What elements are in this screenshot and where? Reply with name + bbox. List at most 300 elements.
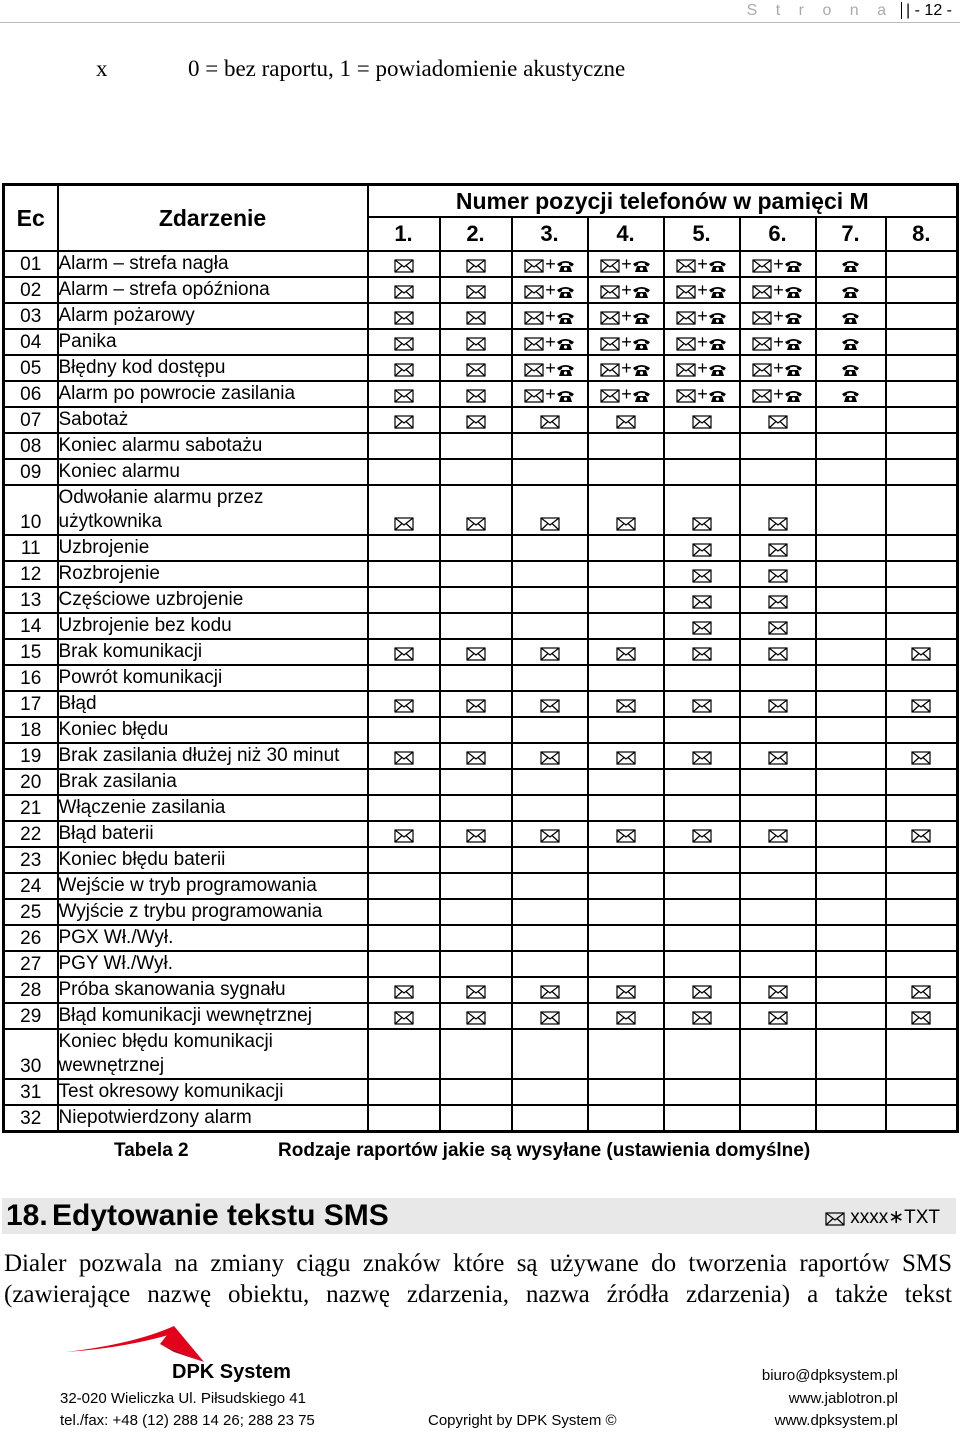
telephone-icon <box>841 311 860 325</box>
report-cell <box>740 433 816 459</box>
telephone-icon <box>556 259 575 273</box>
report-cell <box>740 459 816 485</box>
report-cell <box>664 561 740 587</box>
envelope-icon <box>600 363 620 377</box>
envelope-icon <box>911 1011 931 1025</box>
envelope-icon <box>825 1212 845 1226</box>
report-cell <box>740 847 816 873</box>
report-cell <box>512 329 588 355</box>
telephone-icon <box>556 337 575 351</box>
envelope-icon <box>524 389 544 403</box>
envelope-icon <box>768 829 788 843</box>
table-row <box>4 587 958 613</box>
envelope-icon <box>540 517 560 531</box>
envelope-icon <box>540 829 560 843</box>
report-cell <box>816 561 886 587</box>
envelope-icon <box>616 985 636 999</box>
plus-sign: + <box>697 358 708 378</box>
envelope-icon <box>524 311 544 325</box>
envelope-icon <box>466 363 486 377</box>
report-cell <box>886 561 958 587</box>
plus-sign: + <box>545 306 556 326</box>
report-cell <box>368 665 440 691</box>
telephone-icon <box>632 311 651 325</box>
report-cell <box>512 1079 588 1105</box>
report-cell <box>664 277 740 303</box>
telephone-icon <box>708 285 727 299</box>
report-cell <box>440 1029 512 1079</box>
report-cell <box>664 821 740 847</box>
envelope-icon <box>911 985 931 999</box>
report-cell <box>664 1003 740 1029</box>
report-cell <box>368 1029 440 1079</box>
report-cell <box>816 1029 886 1079</box>
envelope-icon <box>676 285 696 299</box>
report-cell <box>740 769 816 795</box>
plus-sign: + <box>697 332 708 352</box>
event-name: Test okresowy komunikacji <box>58 1079 368 1105</box>
plus-sign: + <box>697 254 708 274</box>
envelope-icon <box>540 985 560 999</box>
report-cell <box>512 769 588 795</box>
report-cell <box>740 535 816 561</box>
envelope-icon <box>600 337 620 351</box>
legend-key: x <box>96 56 108 81</box>
report-cell <box>886 277 958 303</box>
envelope-icon <box>394 751 414 765</box>
event-code: 07 <box>4 407 58 433</box>
envelope-icon <box>768 699 788 713</box>
event-name: Alarm – strefa nagła <box>58 251 368 277</box>
table-row <box>4 873 958 899</box>
footer-email: biuro@dpksystem.pl <box>761 1367 898 1384</box>
envelope-icon <box>394 363 414 377</box>
report-cell <box>440 303 512 329</box>
report-cell <box>440 691 512 717</box>
envelope-icon <box>768 751 788 765</box>
envelope-icon <box>600 311 620 325</box>
report-cell <box>664 639 740 665</box>
telephone-icon <box>841 285 860 299</box>
telephone-icon <box>784 363 803 377</box>
event-code: 04 <box>4 329 58 355</box>
event-code: 15 <box>4 639 58 665</box>
report-cell <box>588 899 664 925</box>
envelope-icon <box>394 517 414 531</box>
report-cell <box>816 535 886 561</box>
table-row <box>4 1105 958 1132</box>
report-cell <box>664 355 740 381</box>
dpk-system-logo <box>64 1322 294 1392</box>
telephone-icon <box>632 363 651 377</box>
envelope-icon <box>394 311 414 325</box>
report-cell <box>740 717 816 743</box>
report-cell <box>740 639 816 665</box>
report-cell <box>816 899 886 925</box>
report-cell <box>440 925 512 951</box>
envelope-icon <box>600 389 620 403</box>
report-cell <box>740 925 816 951</box>
event-code: 10 <box>4 485 58 535</box>
plus-sign: + <box>697 306 708 326</box>
report-cell <box>440 743 512 769</box>
report-cell <box>588 355 664 381</box>
report-cell <box>368 1003 440 1029</box>
report-cell <box>664 1105 740 1132</box>
event-code: 19 <box>4 743 58 769</box>
report-cell <box>368 769 440 795</box>
event-code: 03 <box>4 303 58 329</box>
event-name: Błąd <box>58 691 368 717</box>
telephone-icon <box>784 389 803 403</box>
envelope-icon <box>524 285 544 299</box>
event-name: Koniec alarmu <box>58 459 368 485</box>
event-name: Odwołanie alarmu przez użytkownika <box>58 485 368 535</box>
report-cell <box>368 1105 440 1132</box>
report-cell <box>886 1105 958 1132</box>
event-code: 30 <box>4 1029 58 1079</box>
table-row <box>4 613 958 639</box>
report-cell <box>588 717 664 743</box>
telephone-icon <box>708 259 727 273</box>
plus-sign: + <box>773 254 784 274</box>
report-cell <box>512 951 588 977</box>
report-cell <box>664 485 740 535</box>
report-cell <box>588 1029 664 1079</box>
event-code: 11 <box>4 535 58 561</box>
telephone-icon <box>784 259 803 273</box>
envelope-icon <box>692 569 712 583</box>
report-cell <box>740 795 816 821</box>
envelope-icon <box>540 647 560 661</box>
envelope-icon <box>752 311 772 325</box>
event-code: 09 <box>4 459 58 485</box>
report-cell <box>886 873 958 899</box>
report-cell <box>440 277 512 303</box>
report-cell <box>440 381 512 407</box>
envelope-icon <box>692 647 712 661</box>
report-cell <box>816 665 886 691</box>
report-cell <box>664 925 740 951</box>
event-name: Błąd baterii <box>58 821 368 847</box>
telephone-icon <box>841 389 860 403</box>
report-cell <box>740 303 816 329</box>
table-row <box>4 381 958 407</box>
plus-sign: + <box>621 358 632 378</box>
report-cell <box>886 1029 958 1079</box>
report-cell <box>368 587 440 613</box>
envelope-icon <box>768 647 788 661</box>
envelope-icon <box>540 415 560 429</box>
report-cell <box>816 639 886 665</box>
report-cell <box>512 639 588 665</box>
footer-web-dpk: www.dpksystem.pl <box>774 1412 898 1429</box>
report-cell <box>512 691 588 717</box>
report-cell <box>740 951 816 977</box>
report-cell <box>368 277 440 303</box>
report-cell <box>816 1079 886 1105</box>
section-title: Edytowanie tekstu SMS <box>52 1199 389 1232</box>
legend-text: 0 = bez raportu, 1 = powiadomienie akustyczne <box>188 56 626 81</box>
telephone-icon <box>841 363 860 377</box>
report-cell <box>816 613 886 639</box>
report-cell <box>368 561 440 587</box>
report-cell <box>512 303 588 329</box>
report-cell <box>740 407 816 433</box>
header-divider <box>0 22 960 23</box>
report-cell <box>440 535 512 561</box>
envelope-icon <box>394 1011 414 1025</box>
telephone-icon <box>708 311 727 325</box>
telephone-icon <box>556 389 575 403</box>
report-cell <box>816 355 886 381</box>
report-cell <box>816 951 886 977</box>
report-cell <box>886 407 958 433</box>
envelope-icon <box>466 1011 486 1025</box>
plus-sign: + <box>545 358 556 378</box>
table-row <box>4 459 958 485</box>
table-row <box>4 561 958 587</box>
envelope-icon <box>466 259 486 273</box>
event-code: 14 <box>4 613 58 639</box>
event-name: Powrót komunikacji <box>58 665 368 691</box>
report-cell <box>886 691 958 717</box>
report-cell <box>588 691 664 717</box>
report-cell <box>368 847 440 873</box>
report-cell <box>664 303 740 329</box>
report-cell <box>886 381 958 407</box>
report-cell <box>512 1105 588 1132</box>
report-cell <box>440 561 512 587</box>
report-cell <box>512 847 588 873</box>
report-cell <box>664 951 740 977</box>
envelope-icon <box>676 363 696 377</box>
plus-sign: + <box>621 332 632 352</box>
report-cell <box>588 1003 664 1029</box>
report-cell <box>740 1105 816 1132</box>
report-cell <box>588 381 664 407</box>
envelope-icon <box>768 1011 788 1025</box>
report-cell <box>664 665 740 691</box>
report-cell <box>368 407 440 433</box>
table-row <box>4 899 958 925</box>
report-cell <box>664 769 740 795</box>
envelope-icon <box>752 259 772 273</box>
event-code: 29 <box>4 1003 58 1029</box>
report-cell <box>512 795 588 821</box>
event-name: PGX Wł./Wył. <box>58 925 368 951</box>
envelope-icon <box>466 699 486 713</box>
telephone-icon <box>632 389 651 403</box>
telephone-icon <box>556 285 575 299</box>
report-cell <box>588 977 664 1003</box>
event-code: 32 <box>4 1105 58 1132</box>
event-name: Brak komunikacji <box>58 639 368 665</box>
page-label: S t r o n a <box>746 2 894 19</box>
report-cell <box>816 925 886 951</box>
report-cell <box>816 381 886 407</box>
report-cell <box>440 1079 512 1105</box>
telephone-icon <box>784 311 803 325</box>
report-cell <box>664 433 740 459</box>
envelope-icon <box>692 1011 712 1025</box>
event-name: Koniec błędu komunikacji wewnętrznej <box>58 1029 368 1079</box>
envelope-icon <box>752 389 772 403</box>
report-cell <box>816 407 886 433</box>
report-cell <box>740 355 816 381</box>
plus-sign: + <box>545 254 556 274</box>
telephone-icon <box>841 259 860 273</box>
envelope-icon <box>466 311 486 325</box>
report-cell <box>368 977 440 1003</box>
report-cell <box>588 433 664 459</box>
plus-sign: + <box>621 306 632 326</box>
col-ec-header: Ec <box>4 185 58 252</box>
report-cell <box>368 1079 440 1105</box>
report-cell <box>886 821 958 847</box>
report-cell <box>740 691 816 717</box>
event-name: Częściowe uzbrojenie <box>58 587 368 613</box>
envelope-icon <box>676 259 696 273</box>
section-heading <box>2 1198 956 1234</box>
event-code: 31 <box>4 1079 58 1105</box>
envelope-icon <box>394 699 414 713</box>
report-cell <box>440 251 512 277</box>
report-cell <box>512 407 588 433</box>
footer-copyright: Copyright by DPK System © <box>428 1412 617 1429</box>
event-name: Uzbrojenie <box>58 535 368 561</box>
envelope-icon <box>768 985 788 999</box>
event-name: Brak zasilania dłużej niż 30 minut <box>58 743 368 769</box>
report-cell <box>588 665 664 691</box>
event-code: 06 <box>4 381 58 407</box>
report-cell <box>664 743 740 769</box>
envelope-icon <box>616 699 636 713</box>
event-code: 08 <box>4 433 58 459</box>
report-cell <box>816 459 886 485</box>
event-code: 05 <box>4 355 58 381</box>
envelope-icon <box>692 699 712 713</box>
telephone-icon <box>632 337 651 351</box>
event-name: Niepotwierdzony alarm <box>58 1105 368 1132</box>
table-row <box>4 535 958 561</box>
event-name: Błąd komunikacji wewnętrznej <box>58 1003 368 1029</box>
table-row <box>4 977 958 1003</box>
event-code: 02 <box>4 277 58 303</box>
report-cell <box>664 691 740 717</box>
report-cell <box>588 303 664 329</box>
report-cell <box>440 847 512 873</box>
position-header: 7. <box>816 217 886 251</box>
telephone-icon <box>632 259 651 273</box>
plus-sign: + <box>621 254 632 274</box>
report-cell <box>886 433 958 459</box>
envelope-icon <box>911 751 931 765</box>
caption-label: Tabela 2 <box>114 1140 189 1161</box>
report-cell <box>588 329 664 355</box>
report-cell <box>664 873 740 899</box>
report-cell <box>740 1003 816 1029</box>
report-cell <box>588 613 664 639</box>
report-cell <box>440 407 512 433</box>
report-cell <box>886 665 958 691</box>
envelope-icon <box>394 285 414 299</box>
report-cell <box>588 795 664 821</box>
event-code: 21 <box>4 795 58 821</box>
table-row <box>4 795 958 821</box>
report-cell <box>664 795 740 821</box>
report-cell <box>588 277 664 303</box>
table-row <box>4 769 958 795</box>
report-cell <box>588 535 664 561</box>
report-cell <box>588 873 664 899</box>
report-cell <box>368 251 440 277</box>
report-cell <box>368 743 440 769</box>
report-cell <box>440 329 512 355</box>
telephone-icon <box>784 337 803 351</box>
report-cell <box>440 665 512 691</box>
report-cell <box>588 561 664 587</box>
event-code: 26 <box>4 925 58 951</box>
report-cell <box>816 433 886 459</box>
report-cell <box>588 407 664 433</box>
event-name: Panika <box>58 329 368 355</box>
envelope-icon <box>466 415 486 429</box>
telephone-icon <box>784 285 803 299</box>
report-cell <box>816 1003 886 1029</box>
event-code: 23 <box>4 847 58 873</box>
report-cell <box>368 303 440 329</box>
report-cell <box>368 639 440 665</box>
envelope-icon <box>692 829 712 843</box>
report-cell <box>740 665 816 691</box>
telephone-icon <box>708 363 727 377</box>
report-cell <box>440 873 512 899</box>
report-cell <box>886 795 958 821</box>
report-cell <box>368 433 440 459</box>
report-cell <box>886 977 958 1003</box>
envelope-icon <box>752 363 772 377</box>
plus-sign: + <box>773 332 784 352</box>
telephone-icon <box>632 285 651 299</box>
report-cell <box>512 381 588 407</box>
report-cell <box>816 587 886 613</box>
report-cell <box>740 743 816 769</box>
page-number: | - 12 - <box>901 2 952 19</box>
report-cell <box>440 821 512 847</box>
report-cell <box>886 899 958 925</box>
report-cell <box>740 1079 816 1105</box>
report-cell <box>368 899 440 925</box>
report-cell <box>816 485 886 535</box>
event-name: Alarm pożarowy <box>58 303 368 329</box>
footer-address: 32-020 Wieliczka Ul. Piłsudskiego 41 <box>60 1390 306 1407</box>
event-name: Alarm po powrocie zasilania <box>58 381 368 407</box>
page-header <box>747 0 952 24</box>
body-line-2: (zawierające nazwę obiektu, nazwę zdarzenia, nazwa źródła zdarzenia) a także tekst <box>4 1281 952 1308</box>
caption-text: Rodzaje raportów jakie są wysyłane (ustawienia domyślne) <box>278 1140 811 1161</box>
envelope-icon <box>692 621 712 635</box>
report-cell <box>512 277 588 303</box>
plus-sign: + <box>621 280 632 300</box>
report-cell <box>886 1079 958 1105</box>
event-name: Alarm – strefa opóźniona <box>58 277 368 303</box>
report-cell <box>440 899 512 925</box>
report-cell <box>886 1003 958 1029</box>
report-cell <box>664 381 740 407</box>
report-cell <box>512 1003 588 1029</box>
section-command <box>825 1198 940 1238</box>
